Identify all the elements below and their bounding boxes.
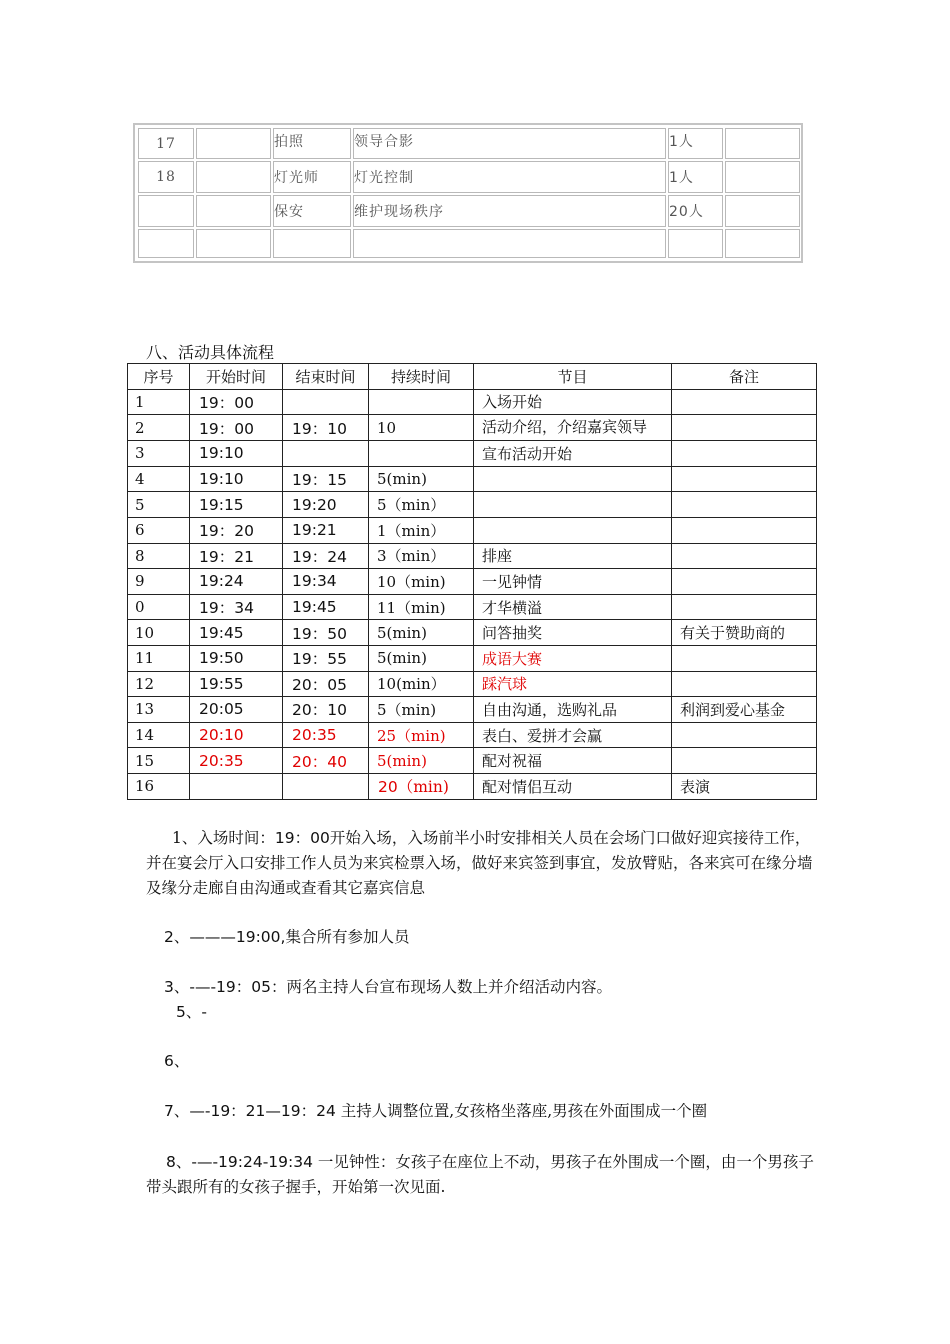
program-cell: 成语大赛 [474,645,672,671]
seq-cell: 9 [128,569,190,595]
start-time-cell: 19：21 [190,543,283,569]
program-cell: 活动介绍，介绍嘉宾领导 [474,415,672,441]
staff-cell [196,195,271,227]
program-cell [474,466,672,492]
program-cell: 才华横溢 [474,594,672,620]
remark-cell [672,569,817,595]
start-time-cell: 19:15 [190,492,283,518]
duration-cell: 5(min) [369,645,474,671]
end-time-cell: 19:20 [283,492,369,518]
staff-cell: 20人 [668,195,723,227]
header-seq: 序号 [128,364,190,390]
duration-cell: 5(min) [369,466,474,492]
remark-cell [672,645,817,671]
header-end: 结束时间 [283,364,369,390]
table-row [128,620,817,646]
staff-cell: 保安 [273,195,351,227]
end-time-cell: 20：05 [283,671,369,697]
table-row [128,517,817,543]
remark-cell [672,389,817,415]
seq-cell: 10 [128,620,190,646]
duration-cell: 25（min) [369,722,474,748]
remark-cell [672,671,817,697]
header-program: 节目 [474,364,672,390]
program-cell: 入场开始 [474,389,672,415]
seq-cell: 15 [128,748,190,774]
note-7-time: 7、—-19：21—19：24 [164,1102,336,1120]
start-time-cell: 20:05 [190,697,283,723]
seq-cell: 14 [128,722,190,748]
duration-cell: 5(min) [369,748,474,774]
staff-row [138,161,800,192]
end-time-cell [283,773,369,799]
seq-cell: 11 [128,645,190,671]
end-time-cell: 19：15 [283,466,369,492]
staff-cell: 1人 [668,161,723,192]
note-1 [146,826,816,901]
seq-cell: 12 [128,671,190,697]
note-2 [164,925,834,950]
note-7-text: 主持人调整位置,女孩格坐落座,男孩在外面围成一个圈 [335,1102,708,1120]
note-3 [164,975,834,1000]
staff-table-frame [133,123,803,263]
duration-cell [369,389,474,415]
remark-cell [672,594,817,620]
remark-cell [672,466,817,492]
note-8-time: 8、-—-19:24-19:34 [166,1153,313,1171]
table-row [128,415,817,441]
end-time-cell [283,441,369,467]
duration-cell: 3（min） [369,543,474,569]
note-8 [146,1150,816,1200]
seq-cell: 5 [128,492,190,518]
header-duration: 持续时间 [369,364,474,390]
remark-cell [672,415,817,441]
duration-cell: 10 [369,415,474,441]
program-cell [474,517,672,543]
note-3-text: ：两名主持人台宣布现场人数上并介绍活动内容。 [271,978,613,996]
table-header-row [128,364,817,390]
staff-cell [725,128,800,159]
end-time-cell: 19:21 [283,517,369,543]
note-1-time: 19：00 [274,829,330,847]
duration-number: 20 [378,778,398,797]
remark-cell [672,722,817,748]
program-cell: 自由沟通，选购礼品 [474,697,672,723]
remark-cell: 有关于赞助商的 [672,620,817,646]
staff-cell: 灯光控制 [353,161,666,192]
staff-cell [273,229,351,258]
end-time-cell: 19:34 [283,569,369,595]
table-row [128,492,817,518]
program-cell: 一见钟情 [474,569,672,595]
start-time-cell: 20:35 [190,748,283,774]
note-7 [164,1099,834,1124]
start-time-cell: 19:10 [190,466,283,492]
duration-unit: （min) [397,778,449,797]
table-row [128,594,817,620]
staff-table [136,126,802,260]
end-time-cell: 20：10 [283,697,369,723]
note-1-text: 开始入场，入场前半小时安排相关人员在会场门口做好迎宾接待工作，并在宴会厅入口安排工作人员为来宾检票入场，做好来宾签到事宜，发放臂贴，各来宾可在缘分墙及缘分走廊自由沟通或查看其它嘉宾信息 [146,829,813,897]
seq-cell: 2 [128,415,190,441]
end-time-cell: 19：50 [283,620,369,646]
remark-cell: 表演 [672,773,817,799]
program-cell: 问答抽奖 [474,620,672,646]
table-row [128,466,817,492]
staff-cell [353,229,666,258]
note-3-time: 3、-—-19：05 [164,978,271,996]
duration-cell: 5(min) [369,620,474,646]
process-table [127,363,817,800]
end-time-cell: 19：24 [283,543,369,569]
note-5 [176,1000,846,1025]
start-time-cell: 19：34 [190,594,283,620]
program-cell [474,492,672,518]
staff-cell: 拍照 [273,128,351,159]
section-heading: 八、活动具体流程 [146,343,275,362]
end-time-cell: 19：10 [283,415,369,441]
table-row [128,722,817,748]
start-time-cell: 19：00 [190,389,283,415]
duration-cell: 1（min） [369,517,474,543]
staff-cell [196,128,271,159]
program-cell: 踩汽球 [474,671,672,697]
note-8-text: 一见钟性：女孩子在座位上不动，男孩子在外围成一个圈，由一个男孩子带头跟所有的女孩子握手，开始第一次见面. [146,1153,814,1196]
seq-cell: 4 [128,466,190,492]
seq-cell: 1 [128,389,190,415]
table-row [128,748,817,774]
staff-cell [138,229,194,258]
header-start: 开始时间 [190,364,283,390]
staff-row [138,195,800,227]
start-time-cell: 19：20 [190,517,283,543]
staff-cell: 17 [138,128,194,159]
remark-cell [672,517,817,543]
end-time-cell: 19:45 [283,594,369,620]
staff-cell [196,229,271,258]
start-time-cell: 19:24 [190,569,283,595]
table-row [128,645,817,671]
remark-cell [672,748,817,774]
note-6 [164,1049,834,1074]
start-time-cell: 19:55 [190,671,283,697]
staff-cell [725,229,800,258]
end-time-cell: 19：55 [283,645,369,671]
seq-cell: 0 [128,594,190,620]
program-cell: 配对情侣互动 [474,773,672,799]
remark-cell [672,543,817,569]
remark-cell: 利润到爱心基金 [672,697,817,723]
start-time-cell: 19:50 [190,645,283,671]
staff-cell [725,195,800,227]
table-row [128,773,817,799]
duration-cell [369,441,474,467]
note-1-lead: 1、入场时间： [172,829,275,847]
staff-row [138,128,800,159]
duration-cell: 5（min） [369,492,474,518]
staff-cell: 灯光师 [273,161,351,192]
start-time-cell: 19:10 [190,441,283,467]
table-row [128,697,817,723]
staff-cell: 18 [138,161,194,192]
start-time-cell: 19:45 [190,620,283,646]
seq-cell: 8 [128,543,190,569]
duration-cell: 10(min） [369,671,474,697]
staff-cell: 1人 [668,128,723,159]
staff-cell: 维护现场秩序 [353,195,666,227]
staff-cell [725,161,800,192]
duration-cell: 10（min) [369,569,474,595]
program-cell: 配对祝福 [474,748,672,774]
staff-cell: 领导合影 [353,128,666,159]
duration-cell: 11（min) [369,594,474,620]
note-6-text: 6、 [164,1052,190,1070]
note-2-text: 2、———19:00,集合所有参加人员 [164,928,410,946]
seq-cell: 3 [128,441,190,467]
program-cell: 排座 [474,543,672,569]
program-cell: 表白、爱拼才会赢 [474,722,672,748]
remark-cell [672,492,817,518]
staff-cell [138,195,194,227]
staff-cell [196,161,271,192]
staff-cell [668,229,723,258]
end-time-cell [283,389,369,415]
seq-cell: 16 [128,773,190,799]
program-cell: 宣布活动开始 [474,441,672,467]
note-5-text: 5、- [176,1003,207,1021]
end-time-cell: 20:35 [283,722,369,748]
seq-cell: 13 [128,697,190,723]
start-time-cell [190,773,283,799]
duration-cell: 5（min) [369,697,474,723]
start-time-cell: 19：00 [190,415,283,441]
table-row [128,569,817,595]
table-row [128,441,817,467]
staff-row [138,229,800,258]
seq-cell: 6 [128,517,190,543]
header-remark: 备注 [672,364,817,390]
duration-cell [369,773,474,799]
table-row [128,671,817,697]
table-row [128,389,817,415]
end-time-cell: 20：40 [283,748,369,774]
start-time-cell: 20:10 [190,722,283,748]
remark-cell [672,441,817,467]
table-row [128,543,817,569]
